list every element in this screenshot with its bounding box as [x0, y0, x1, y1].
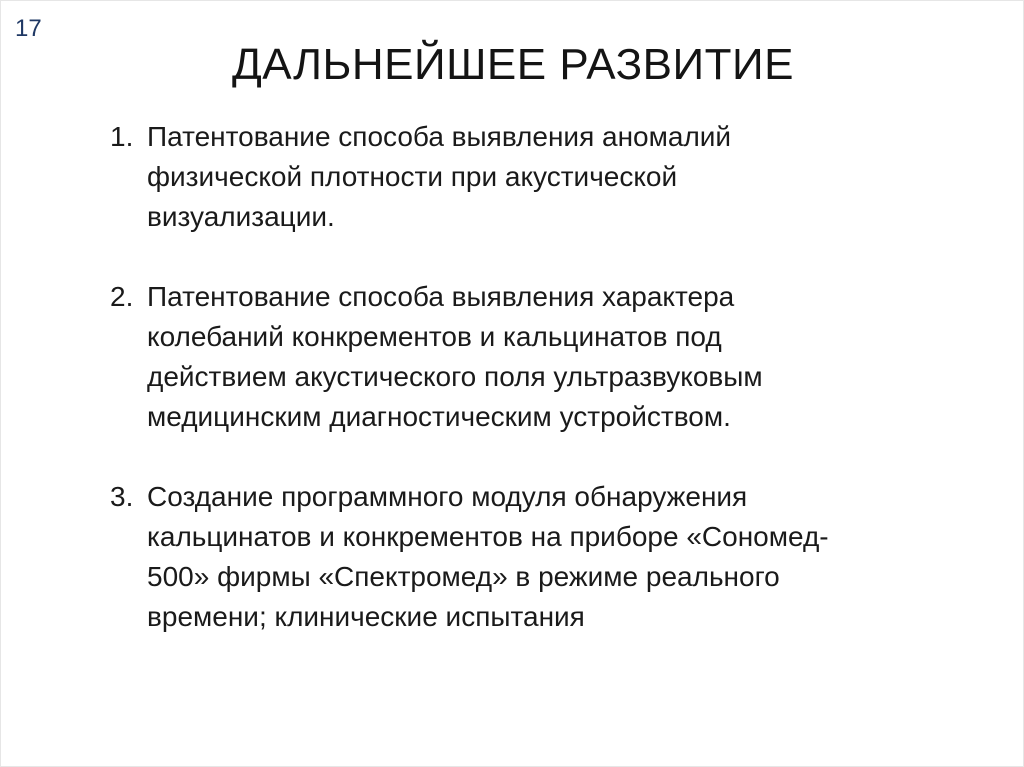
development-list	[110, 117, 910, 637]
list-item	[110, 117, 910, 237]
list-item-number: 3.	[110, 481, 134, 512]
list-item	[110, 277, 910, 437]
list-item-text: Патентование способа выявления характера колебаний конкрементов и кальцинатов под действием акустического поля ультразвуковым медицинским диагностическим устройством.	[147, 281, 763, 432]
slide-number: 17	[15, 15, 42, 42]
list-item-number: 2.	[110, 281, 134, 312]
list-item-text: Создание программного модуля обнаружения кальцинатов и конкрементов на приборе «Сономед- 500» фирмы «Спектромед» в режиме реального времени; клинические испытания	[147, 481, 829, 632]
slide-title: ДАЛЬНЕЙШЕЕ РАЗВИТИЕ	[231, 40, 794, 89]
list-item-number: 1.	[110, 121, 134, 152]
list-item	[110, 477, 910, 637]
list-item-text: Патентование способа выявления аномалий физической плотности при акустической визуализации.	[147, 121, 732, 232]
